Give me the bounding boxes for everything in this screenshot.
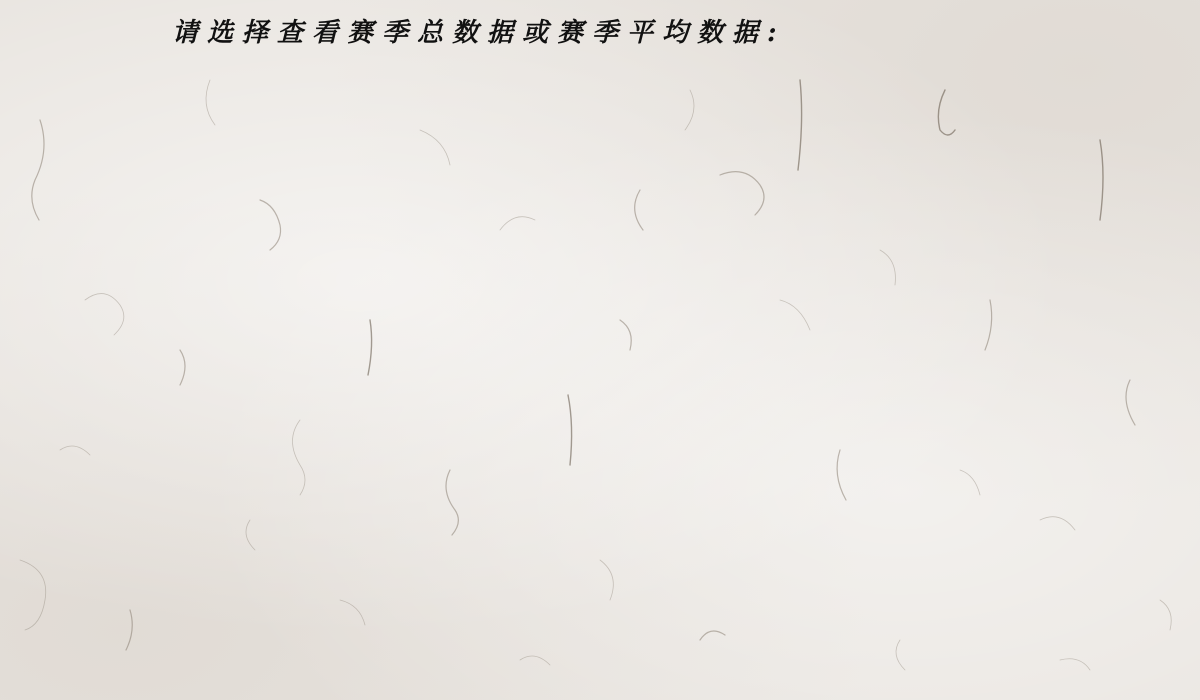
selection-prompt-text: 请选择查看赛季总数据或赛季平均数据:: [172, 18, 786, 48]
